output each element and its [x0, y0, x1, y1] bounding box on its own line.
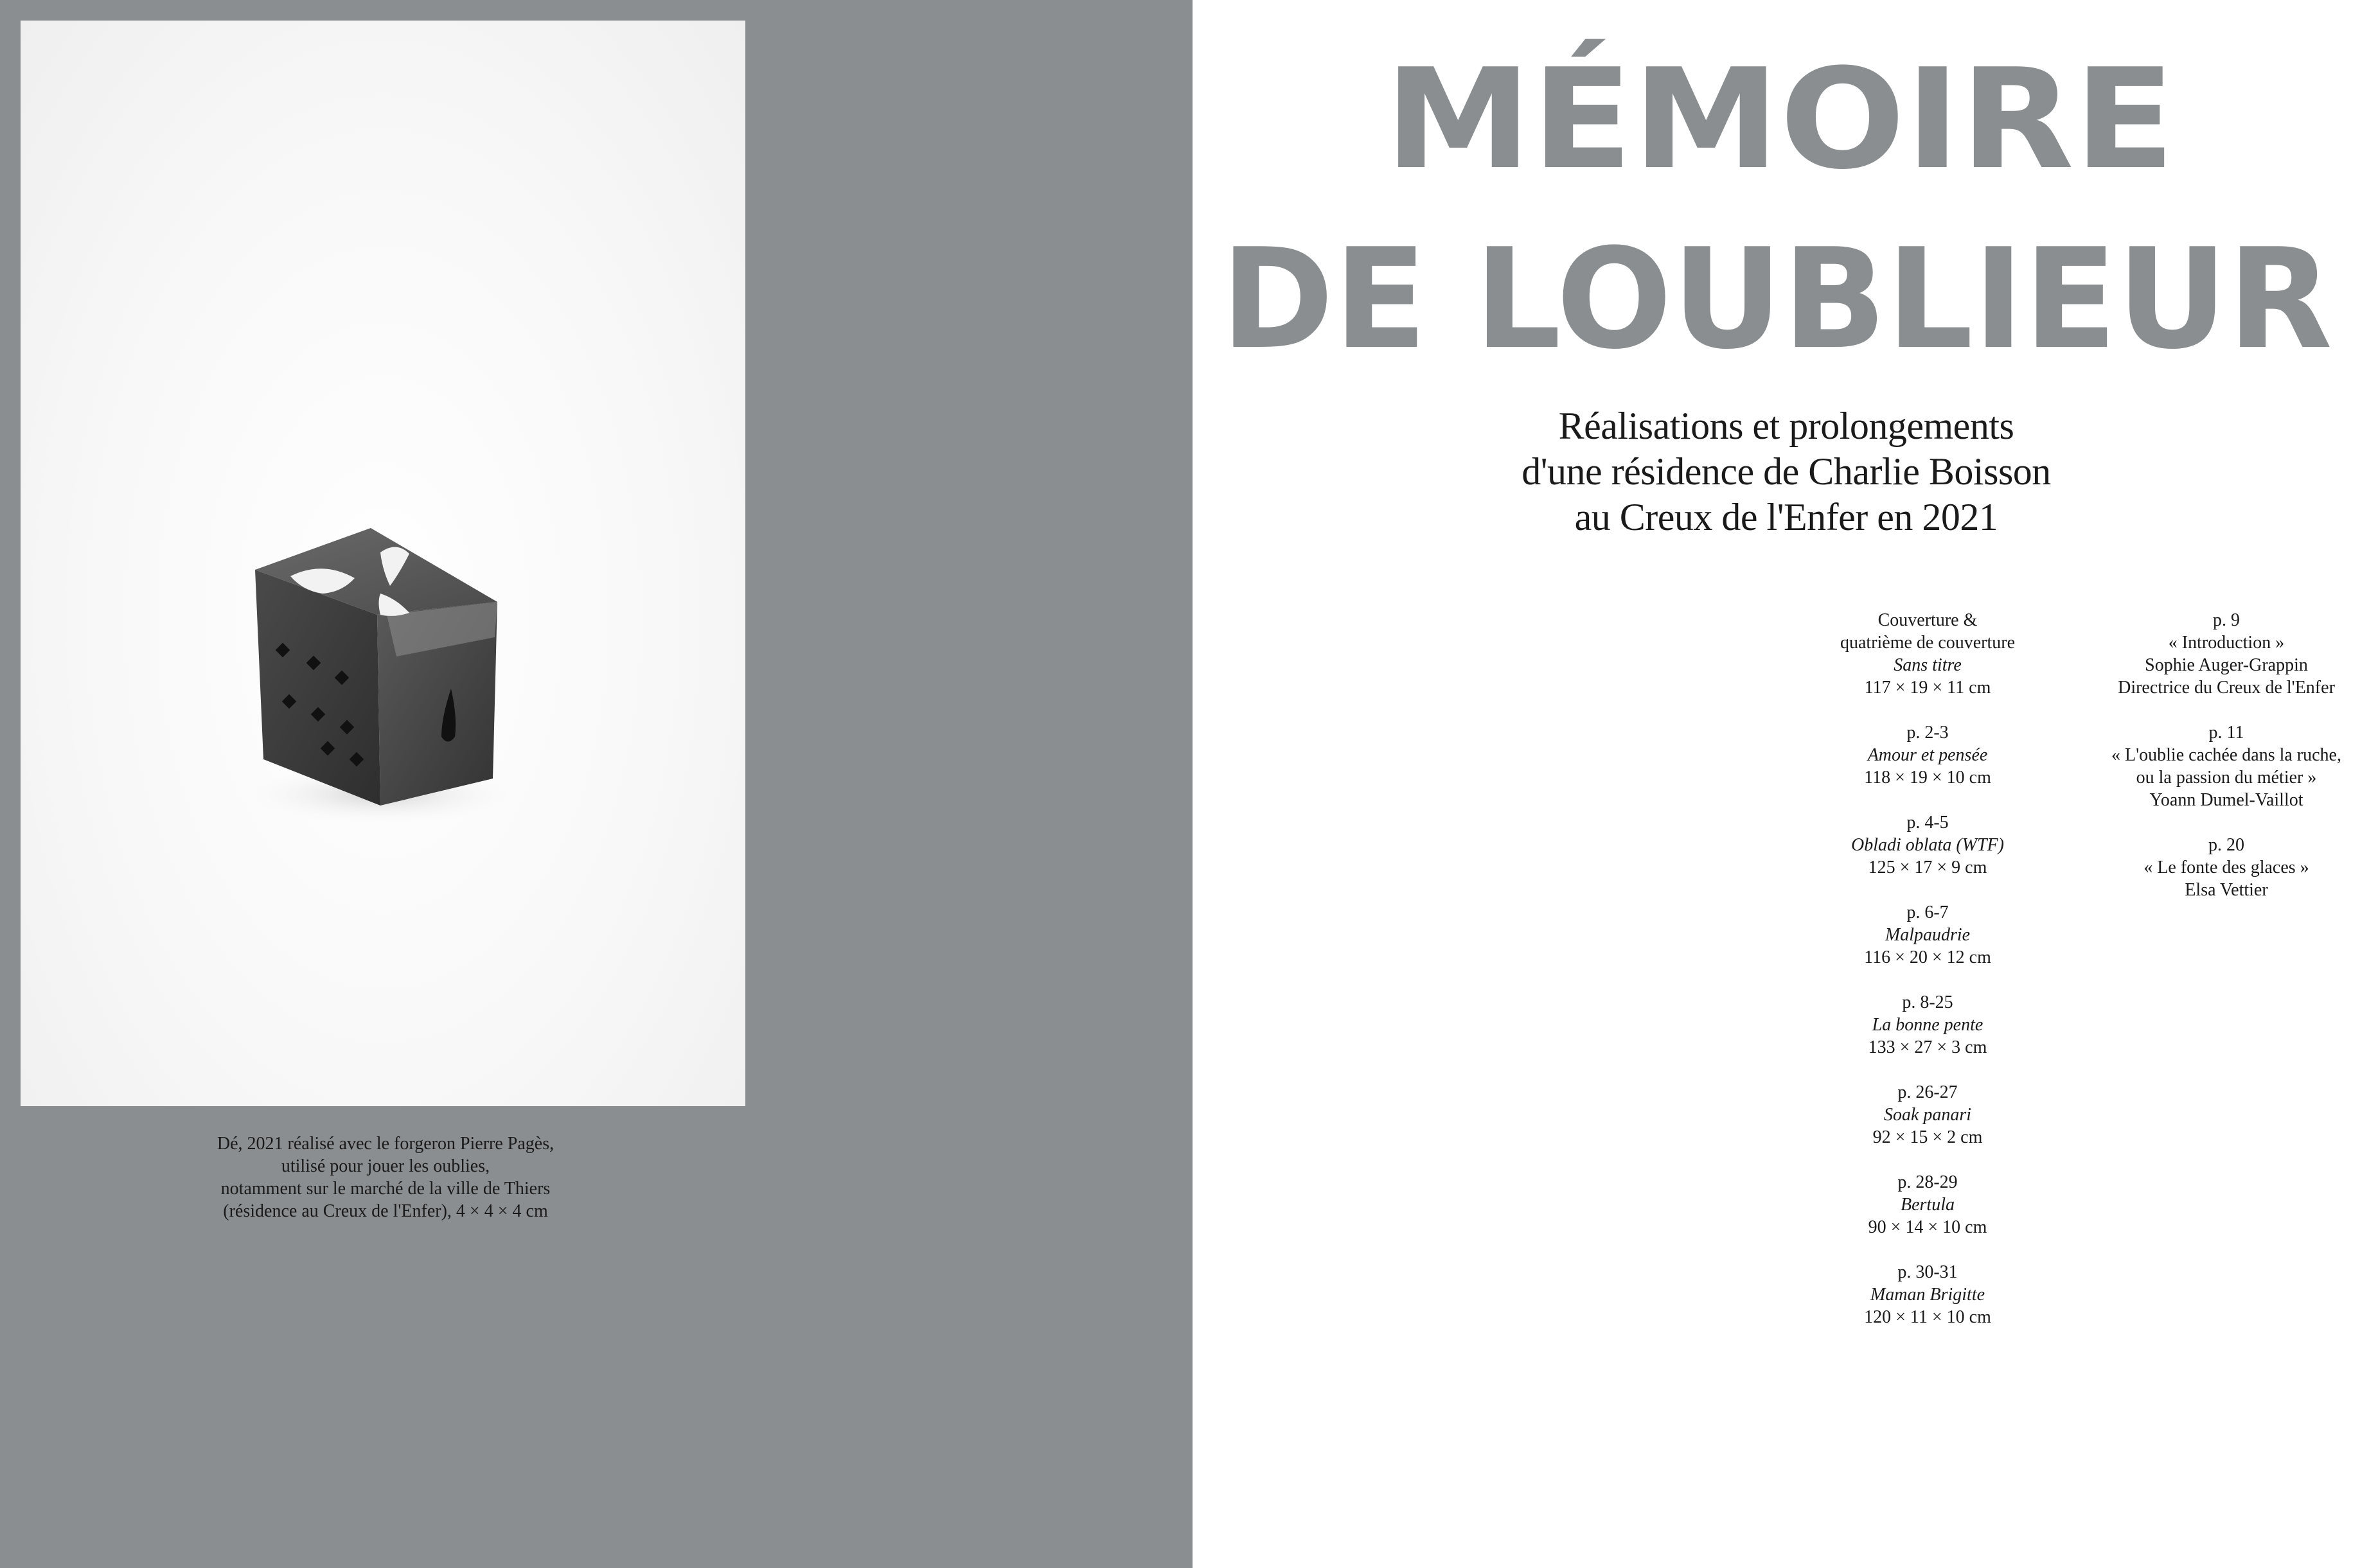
entry-dims: 90 × 14 × 10 cm [1868, 1217, 1987, 1237]
entry-title: « L'oublie cachée dans la ruche, [2111, 745, 2341, 765]
works-list [1799, 609, 2056, 1351]
entry-dims: 133 × 27 × 3 cm [1868, 1037, 1987, 1057]
entry-title: Amour et pensée [1867, 745, 1988, 765]
photo-die [21, 21, 745, 1106]
title-line-1: MÉMOIRE [1385, 39, 2124, 200]
entry-pages: p. 26-27 [1897, 1082, 1958, 1102]
caption-line: (résidence au Creux de l'Enfer), 4 × 4 × 4 cm [223, 1201, 548, 1221]
entry-pages: p. 4-5 [1906, 813, 1949, 832]
entry-pages: p. 6-7 [1906, 903, 1949, 922]
entry-title: Malpaudrie [1885, 925, 1971, 945]
entry-author: Elsa Vettier [2185, 880, 2268, 900]
entry-pages: p. 28-29 [1897, 1172, 1958, 1192]
title-line-2: DE LOUBLIEUR [1221, 218, 2332, 373]
list-item [1799, 1081, 2056, 1149]
list-item [2091, 609, 2361, 699]
caption-line: Dé, 2021 réalisé avec le forgeron Pierre Pagès, [217, 1134, 555, 1154]
subtitle-line: au Creux de l'Enfer en 2021 [1574, 496, 1998, 538]
entry-pages: p. 8-25 [1902, 992, 1953, 1012]
entry-title: Soak panari [1883, 1105, 1972, 1125]
entry-pages: p. 30-31 [1897, 1262, 1958, 1282]
entry-dims: 92 × 15 × 2 cm [1872, 1127, 1983, 1147]
entry-author: Sophie Auger-Grappin [2145, 655, 2308, 675]
list-item [1799, 1261, 2056, 1328]
entry-title: « Le fonte des glaces » [2143, 858, 2309, 877]
entry-author: Yoann Dumel-Vaillot [2149, 790, 2303, 810]
entry-pages: p. 11 [2208, 723, 2244, 743]
photo-caption [96, 1132, 675, 1222]
entry-pages: quatrième de couverture [1840, 633, 2016, 653]
entry-title: ou la passion du métier » [2136, 768, 2317, 788]
entry-pages: p. 2-3 [1906, 723, 1949, 743]
entry-dims: 118 × 19 × 10 cm [1864, 768, 1991, 788]
die-illustration [21, 21, 745, 1106]
entry-dims: 116 × 20 × 12 cm [1864, 947, 1991, 967]
entry-title: Bertula [1901, 1195, 1955, 1215]
entry-title: « Introduction » [2168, 633, 2285, 653]
entry-title: Sans titre [1894, 655, 1962, 675]
list-item [1799, 721, 2056, 789]
list-item [1799, 609, 2056, 699]
list-item [1799, 991, 2056, 1059]
subtitle [1381, 403, 2191, 540]
entry-dims: 120 × 11 × 10 cm [1864, 1307, 1991, 1327]
list-item [2091, 721, 2361, 811]
caption-line: notamment sur le marché de la ville de Thiers [220, 1179, 551, 1199]
caption-line: utilisé pour jouer les oublies, [281, 1156, 490, 1176]
texts-list [2091, 609, 2361, 924]
entry-role: Directrice du Creux de l'Enfer [2118, 678, 2335, 698]
entry-dims: 117 × 19 × 11 cm [1864, 678, 1991, 698]
entry-pages: Couverture & [1877, 610, 1978, 630]
list-item [1799, 901, 2056, 969]
entry-dims: 125 × 17 × 9 cm [1868, 858, 1987, 877]
list-item [1799, 1171, 2056, 1238]
list-item [2091, 834, 2361, 901]
subtitle-line: Réalisations et prolongements [1558, 405, 2014, 447]
entry-title: Maman Brigitte [1870, 1285, 1985, 1305]
subtitle-line: d'une résidence de Charlie Boisson [1522, 450, 2051, 493]
entry-title: Obladi oblata (WTF) [1851, 835, 2004, 855]
list-item [1799, 811, 2056, 879]
entry-title: La bonne pente [1872, 1015, 1983, 1035]
entry-pages: p. 20 [2208, 835, 2244, 855]
entry-pages: p. 9 [2213, 610, 2240, 630]
book-title [1221, 13, 2365, 373]
